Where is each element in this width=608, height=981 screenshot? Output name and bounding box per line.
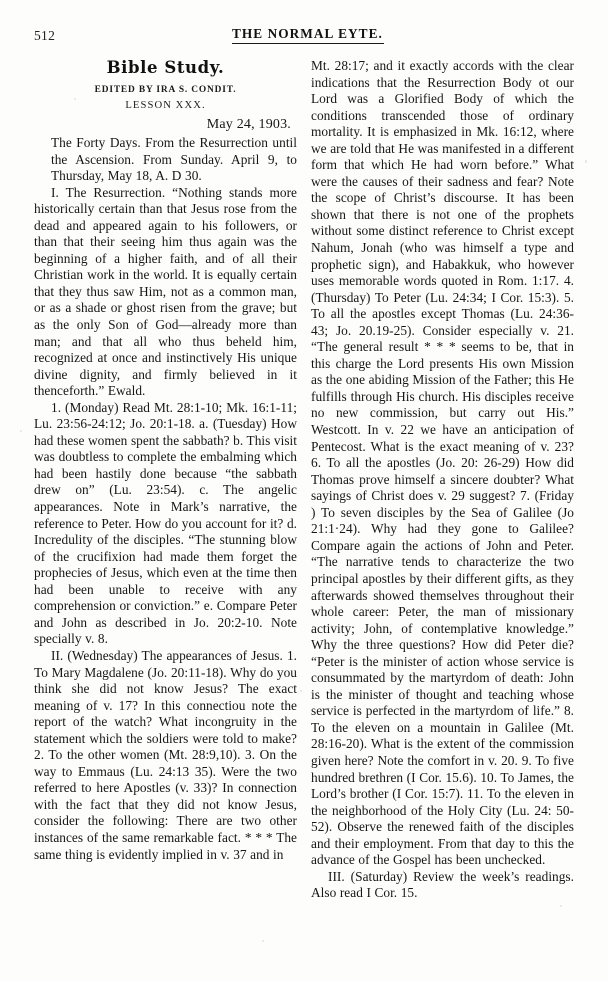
section-three-review: III. (Saturday) Review the week’s readings. Also read I Cor. 15.: [311, 868, 574, 901]
department-title: [38, 58, 293, 78]
body-columns: [34, 58, 574, 948]
section-two-appearances: II. (Wednesday) The appearances of Jesus. 1. To Mary Magdalene (Jo. 20:11-18). Why do you think she did not know Jesus? The exact meaning of v. 17? In this connectiou note the report of the watch? What incongruity in the statement which the soldiers were told to make? 2. To the other women (Mt. 28:9,10). 3. On the way to Emmaus (Lu. 24:13 35). Were the two referred to here Apostles (v. 33)? In connection with the fact that they did not know Jesus, consider the following: There are two other instances of the same remarkable fact. * * * The same thing is evidently implied in v. 37 and in: [34, 647, 297, 862]
section-two-continuation: Mt. 28:17; and it exactly accords with the clear indications that the Resurrection Body ot our Lord was a Glorified Body of which the conditions transcended those of ordinary mortality. It is emphasized in Mk. 16:12, where we are told that He was manifested in a different form that which He had worn before.” What were the causes of their sadness and fear? Note the scope of Christ’s discourse. It has been shown that there is not one of the prophets without some distinct reference to Christ except Nahum, Jonah (who was himself a type and prophetic sign), and Habakkuk, who however uses memorable words quoted in Rom. 1:17. 4. (Thursday) To Peter (Lu. 24:34; I Cor. 15:3). 5. To all the apostles except Thomas (Lu. 24:36-43; Jo. 20.19-25). Consider especially v. 21. “The general result * * * seems to be, that in this charge the Lord presents His own Mission as the one abiding Mission of the Father; this He fulfills through His church. His disciples receive no new commission, but carry out His.” Westcott. In v. 22 we have an anticipation of Pentecost. What is the exact meaning of v. 23? 6. To all the apostles (Jo. 20: 26-29) How did Thomas prove himself a sincere doubter? What sayings of Christ does v. 29 suggest? 7. (Friday ) To seven disciples by the Sea of Galilee (Jo 21:1·24). Why had they gone to Galilee? Compare again the actions of John and Peter. “The narrative tends to characterize the two principal apostles by their different gifts, as they afterwards showed themselves throughout their whole career: Peter, the man of missionary activity; John, of contemplative knowledge.” Why the three questions? How did Peter die? “Peter is the minister of action whose service is consummated by the martyrdom of death: John is the minister of thought and teaching whose service is perfected in the martyrdom of life.” 8. To the eleven on a mountain in Galilee (Mt. 28:16-20). What is the extent of the commission given here? Note the comfort in v. 20. 9. To five hundred brethren (I Cor. 15.6). 10. To James, the Lord’s brother (I Cor. 15:7). 11. To the eleven in the neighborhood of the Holy City (Lu. 24: 50-52). Observe the renewed faith of the disciples and their employment. From that day to this the advance of the Gospel has been unchecked.: [311, 58, 574, 868]
paper-speckle: [585, 160, 587, 163]
publication-title: THE NORMAL EYTE.: [232, 26, 383, 41]
header-rule: [232, 43, 384, 44]
lesson-heading: The Forty Days. From the Resurrection until the Ascension. From Sunday. April 9, to Thursday, May 18, A. D 30.: [51, 135, 297, 184]
daily-readings-monday: 1. (Monday) Read Mt. 28:1-10; Mk. 16:1-11; Lu. 23:56-24:12; Jo. 20:1-18. a. (Tuesday) How had these women spent the sabbath? b. This visit was doubtless to complete the embalming which had been hastily done because “the sabbath drew on” (Lu. 23:54). c. The angelic appearances. Note in Mark’s narrative, the reference to Peter. How do you account for it? d. Incredulity of the disciples. “The stunning blow of the crucifixion had made them forget the prophecies of Jesus, which even at the time then had been unable to receive with any comprehension or conviction.” e. Compare Peter and John as described in Jo. 20:2-10. Note specially v. 8.: [34, 399, 297, 647]
page-folio: 512: [34, 28, 56, 43]
lesson-number: LESSON XXX.: [125, 100, 206, 111]
running-head: [0, 26, 608, 48]
section-one-resurrection: I. The Resurrection. “Nothing stands more historically certain than that Jesus rose from the dead and appeared again to his followers, or than that their seeing him thus again was the beginning of a higher faith, and of all their Christian work in the world. It is equally certain that they thus saw Him, not as a common man, or as a shade or ghost risen from the grave; but as the only Son of God—already more than man; and that all who thus beheld him, recognized at once and instinctively His unique divine dignity, and firmly believed in it thenceforth.” Ewald.: [34, 184, 297, 399]
department-title-text: Bible Study.: [106, 58, 225, 78]
editor-credit: EDITED BY IRA S. CONDIT.: [94, 85, 237, 95]
lesson-date: May 24, 1903.: [206, 117, 291, 132]
publication-title-block: [232, 26, 384, 44]
paper-speckle: [20, 430, 22, 432]
column-left: [34, 58, 297, 863]
column-right: [311, 58, 574, 902]
